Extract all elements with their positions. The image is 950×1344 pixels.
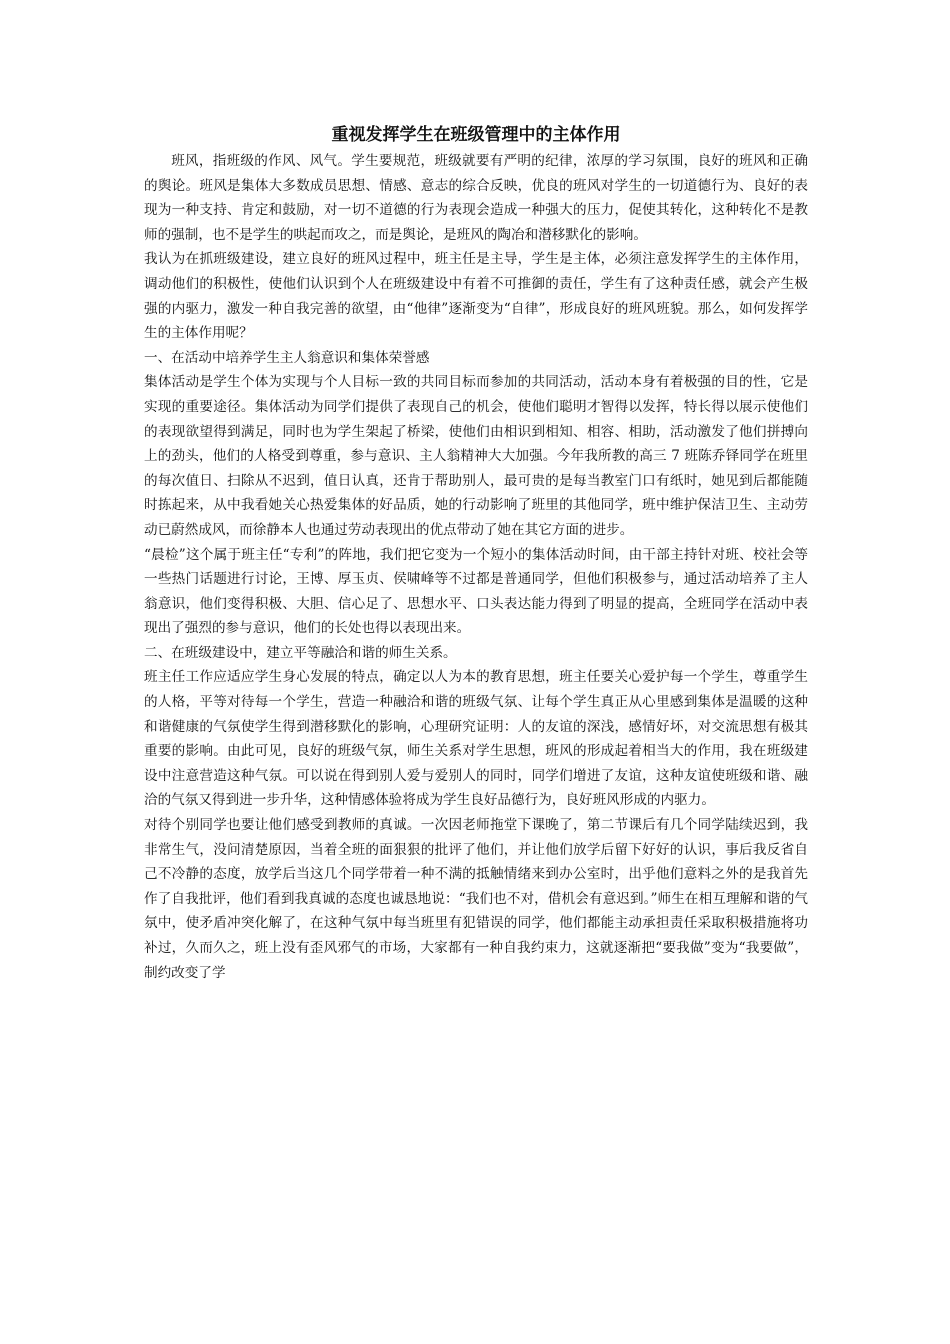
paragraph-class-atmosphere: 班主任工作应适应学生身心发展的特点，确定以人为本的教育思想，班主任要关心爱护每一个学生，尊重学生的人格，平等对待每一个学生，营造一种融洽和谐的班级气氛、让每个学生真正从心里感到集体是温暖的这种和谐健康的气氛使学生得到潜移默化的影响，心理研究证明：人的友谊的深浅，感情好坏，对交流思想有极其重要的影响。由此可见，良好的班级气氛，师生关系对学生思想，班风的形成起着相当大的作用，我在班级建设中注意营造这种气氛。可以说在得到别人爱与爱别人的同时，同学们增进了友谊，这种友谊使班级和谐、融洽的气氛又得到进一步升华，这种情感体验将成为学生良好品德行为，良好班风形成的内驱力。 — [144, 669, 808, 809]
document-title: 重视发挥学生在班级管理中的主体作用 — [331, 125, 621, 145]
paragraph-intro-class-style: 班风，指班级的作风、风气。学生要规范，班级就要有严明的纪律，浓厚的学习氛围，良好的班风和正确的舆论。班风是集体大多数成员思想、情感、意志的综合反映，优良的班风对学生的一切道德行为、良好的表现为一种支持、肯定和鼓励，对一切不道德的行为表现会造成一种强大的压力，促使其转化，这种转化不是教师的强制，也不是学生的哄起而攻之，而是舆论，是班风的陶冶和潜移默化的影响。 — [144, 153, 808, 243]
paragraph-student-subject-role: 我认为在抓班级建设，建立良好的班风过程中，班主任是主导，学生是主体，必须注意发挥学生的主体作用，调动他们的积极性，使他们认识到个人在班级建设中有着不可推御的责任，学生有了这种责任感，就会产生极强的内驱力，激发一种自我完善的欲望，由“他律”逐渐变为“自律”，形成良好的班风班貌。那么，如何发挥学生的主体作用呢？ — [144, 251, 808, 342]
paragraph-morning-check: “晨检”这个属于班主任“专利”的阵地，我们把它变为一个短小的集体活动时间，由干部主持针对班、校社会等一些热门话题进行讨论，王博、厚玉贞、侯啸峰等不过都是普通同学，但他们积极参与，通过活动培养了主人翁意识，他们变得积极、大胆、信心足了、思想水平、口头表达能力得到了明显的提高，全班同学在活动中表现出了强烈的参与意识，他们的长处也得以表现出来。 — [144, 546, 808, 637]
section-heading-activities: 一、在活动中培养学生主人翁意识和集体荣誉感 — [144, 349, 430, 366]
paragraph-collective-activities: 集体活动是学生个体为实现与个人目标一致的共同目标而参加的共同活动，活动本身有着极强的目的性，它是实现的重要途径。集体活动为同学们提供了表现自己的机会，使他们聪明才智得以发挥，特长得以展示使他们的表现欲望得到满足，同时也为学生架起了桥梁，使他们由相识到相知、相容、相助，活动激发了他们拼搏向上的劲头，他们的人格受到尊重，参与意识、主人翁精神大大加强。今年我所教的高三 7 班陈乔铎同学在班里的每次值日、扫除从不迟到，值日认真，还肯于帮助别人，最可贵的是每当教室门口有纸时，她见到后都能随时拣起来，从中我看她关心热爱集体的好品质，她的行动影响了班里的其他同学，班中维护保洁卫生、主动劳动已蔚然成风，而徐静本人也通过劳动表现出的优点带动了她在其它方面的进步。 — [144, 374, 808, 538]
document-body — [144, 122, 808, 985]
section-heading-teacher-student-relations: 二、在班级建设中，建立平等融洽和谐的师生关系。 — [144, 644, 457, 661]
paragraph-sincerity-example: 对待个别同学也要让他们感受到教师的真诚。一次因老师拖堂下课晚了，第二节课后有几个同学陆续迟到，我非常生气，没问清楚原因，当着全班的面狠狠的批评了他们，并让他们放学后留下好好的认识，事后我反省自己不冷静的态度，放学后当这几个同学带着一种不满的抵触情绪来到办公室时，出乎他们意料之外的是我首先作了自我批评，他们看到我真诚的态度也诚恳地说：“我们也不对，借机会有意迟到。”师生在相互理解和谐的气氛中，使矛盾冲突化解了，在这种气氛中每当班里有犯错误的同学，他们都能主动承担责任采取积极措施将功补过，久而久之，班上没有歪风邪气的市场，大家都有一种自我约束力，这就逐渐把“要我做”变为“我要做”，制约改变了学 — [144, 817, 808, 981]
